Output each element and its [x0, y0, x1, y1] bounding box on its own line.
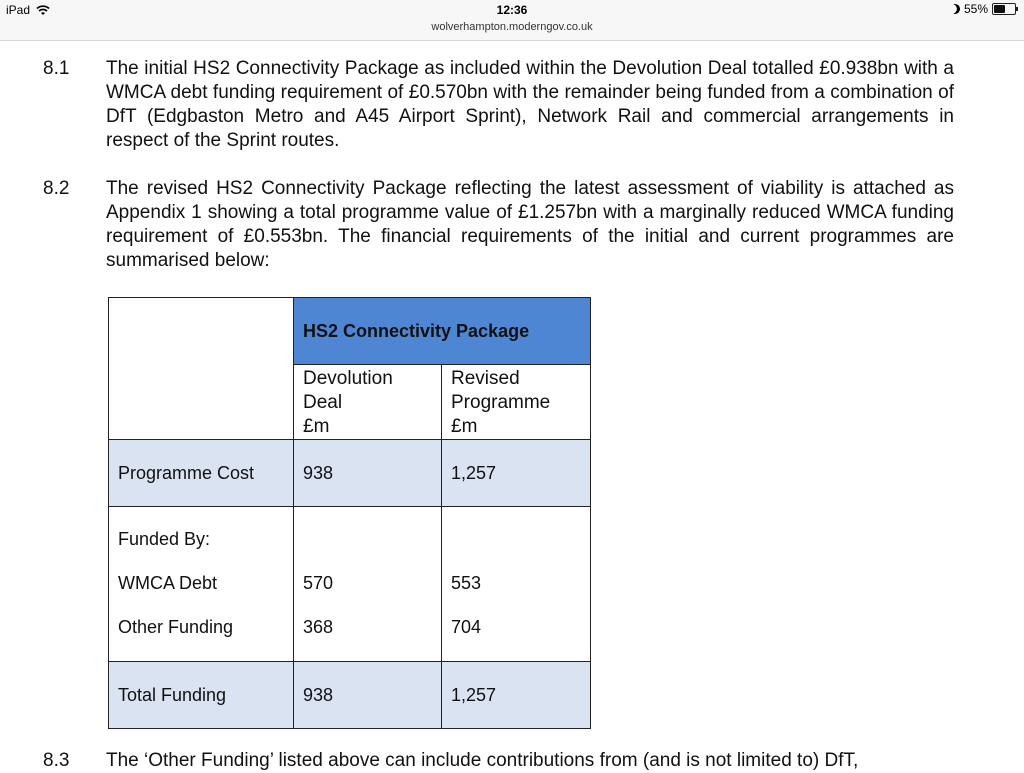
cell-deal: 938 [294, 662, 442, 729]
paragraph-text: The ‘Other Funding’ listed above can include contributions from (and is not limited to) DfT, [106, 750, 859, 771]
status-bar [0, 0, 1024, 41]
funded-by-label: Funded By: [118, 529, 211, 549]
column-header-revised-programme: Revised Programme £m [442, 365, 591, 440]
cell-deal: 938 [294, 440, 442, 507]
row-label: Programme Cost [109, 440, 294, 507]
clock: 12:36 [496, 3, 528, 17]
battery-percent: 55% [963, 2, 988, 16]
table-row [109, 440, 591, 507]
empty-corner-cell [109, 298, 294, 440]
cell-deal: 368 [303, 617, 334, 637]
funded-deal-values [294, 507, 442, 662]
paragraph-number: 8.3 [43, 750, 70, 771]
funded-revised-values [442, 507, 591, 662]
table-header: HS2 Connectivity Package [294, 298, 591, 365]
device-name: iPad [6, 3, 31, 17]
do-not-disturb-icon [949, 3, 962, 16]
address-url[interactable]: wolverhampton.moderngov.co.uk [431, 21, 593, 33]
paragraph-text: The revised HS2 Connectivity Package reflecting the latest assessment of viability is attached as Appendix 1 showing a total programme value of £1.257bn with a marginally reduced WMCA funding requirement of £0.553bn. The financial requirements of the initial and current programmes are summarised below: [106, 178, 954, 271]
funded-by-labels [109, 507, 294, 662]
cell-deal: 570 [303, 573, 334, 593]
column-header-devolution-deal: Devolution Deal £m [294, 365, 442, 440]
status-right [950, 2, 1016, 16]
row-label: WMCA Debt [118, 573, 218, 593]
table-row [109, 507, 591, 662]
battery-icon [992, 3, 1016, 15]
cell-revised: 1,257 [442, 440, 591, 507]
table-row [109, 662, 591, 729]
funding-table [108, 297, 591, 729]
row-label: Other Funding [118, 617, 234, 637]
paragraph-text: The initial HS2 Connectivity Package as included within the Devolution Deal totalled £0.938bn with a WMCA debt funding requirement of £0.570bn with the remainder being funded from a combination of DfT (Edgbaston Metro and A45 Airport Sprint), Network Rail and commercial arrangements in respect of the Sprint routes. [106, 58, 954, 151]
paragraph-number: 8.1 [43, 58, 70, 79]
paragraph-number: 8.2 [43, 178, 70, 199]
cell-revised: 704 [451, 617, 482, 637]
cell-revised: 1,257 [442, 662, 591, 729]
cell-revised: 553 [451, 573, 482, 593]
row-label: Total Funding [109, 662, 294, 729]
